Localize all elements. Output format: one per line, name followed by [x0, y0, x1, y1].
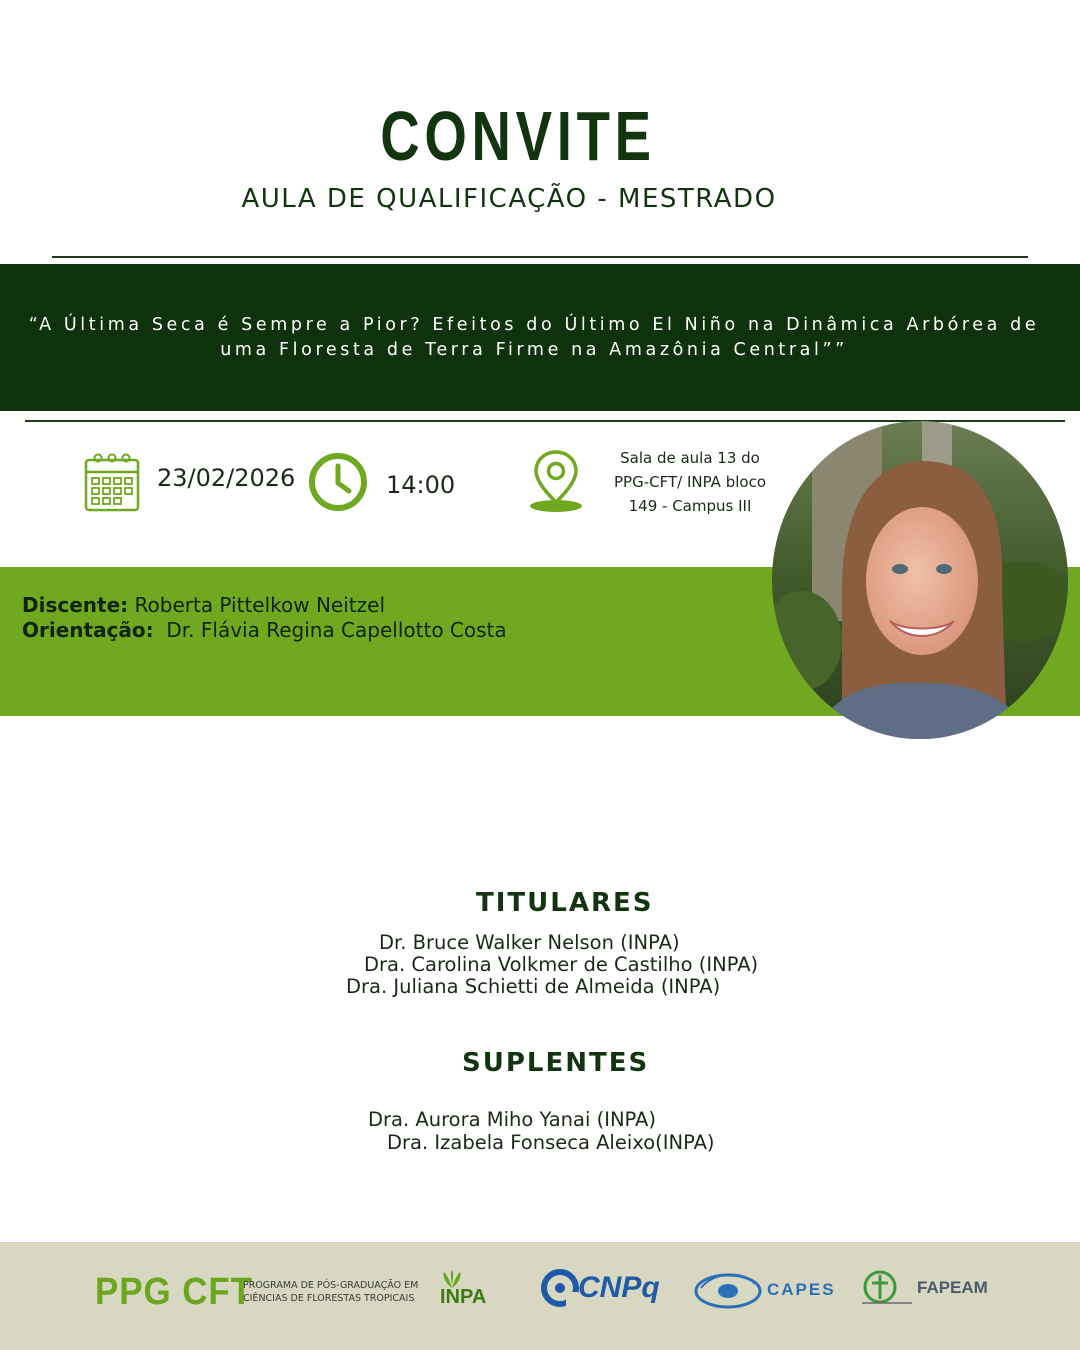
- capes-symbol-icon: [693, 1266, 763, 1316]
- thesis-title-line-2: uma Floresta de Terra Firme na Amazônia Central””: [220, 340, 848, 360]
- divider-top: [52, 256, 1028, 258]
- event-location: [600, 446, 780, 518]
- fapeam-symbol-icon: [862, 1269, 914, 1309]
- inpa-logo: INPA: [440, 1286, 487, 1308]
- student-photo: [772, 421, 1068, 739]
- titular-member-3: Dra. Juliana Schietti de Almeida (INPA): [346, 975, 721, 998]
- event-time: 14:00: [386, 471, 456, 499]
- page-title: CONVITE: [380, 97, 656, 175]
- event-location-line-1: Sala de aula 13 do: [620, 449, 760, 467]
- titular-member-1: Dr. Bruce Walker Nelson (INPA): [379, 931, 680, 954]
- advisor-name: Dr. Flávia Regina Capellotto Costa: [166, 618, 507, 642]
- thesis-title-line-1: “A Última Seca é Sempre a Pior? Efeitos do Último El Niño na Dinâmica Arbórea de: [28, 315, 1040, 335]
- location-pin-icon: [528, 448, 584, 518]
- suplente-member-1: Dra. Aurora Miho Yanai (INPA): [368, 1108, 656, 1131]
- student-name: Roberta Pittelkow Neitzel: [134, 593, 385, 617]
- fapeam-logo: FAPEAM: [917, 1278, 988, 1297]
- cnpq-logo: CNPq: [578, 1271, 660, 1304]
- ppgcft-program-name: [243, 1279, 418, 1305]
- event-location-line-3: 149 - Campus III: [628, 497, 752, 515]
- clock-icon: [307, 451, 369, 517]
- advisor-row: [22, 618, 507, 643]
- advisor-label: Orientação:: [22, 618, 154, 642]
- event-location-line-2: PPG-CFT/ INPA bloco: [614, 473, 766, 491]
- page-subtitle: AULA DE QUALIFICAÇÃO - MESTRADO: [241, 184, 777, 214]
- people-block: [22, 593, 507, 643]
- suplente-member-2: Dra. Izabela Fonseca Aleixo(INPA): [387, 1131, 715, 1154]
- student-label: Discente:: [22, 593, 129, 617]
- student-row: [22, 593, 507, 618]
- calendar-icon: [84, 452, 140, 516]
- ppgcft-program-line-2: CIÊNCIAS DE FLORESTAS TROPICAIS: [243, 1293, 415, 1304]
- thesis-title: [0, 313, 1068, 363]
- titular-member-2: Dra. Carolina Volkmer de Castilho (INPA): [364, 953, 759, 976]
- ppgcft-program-line-1: PROGRAMA DE PÓS-GRADUAÇÃO EM: [243, 1280, 419, 1291]
- suplentes-heading: SUPLENTES: [462, 1048, 650, 1078]
- titulares-heading: TITULARES: [476, 888, 654, 918]
- capes-logo: CAPES: [767, 1280, 836, 1299]
- cnpq-symbol-icon: [540, 1268, 580, 1312]
- ppgcft-logo: PPG CFT: [95, 1271, 253, 1313]
- event-date: 23/02/2026: [157, 464, 296, 492]
